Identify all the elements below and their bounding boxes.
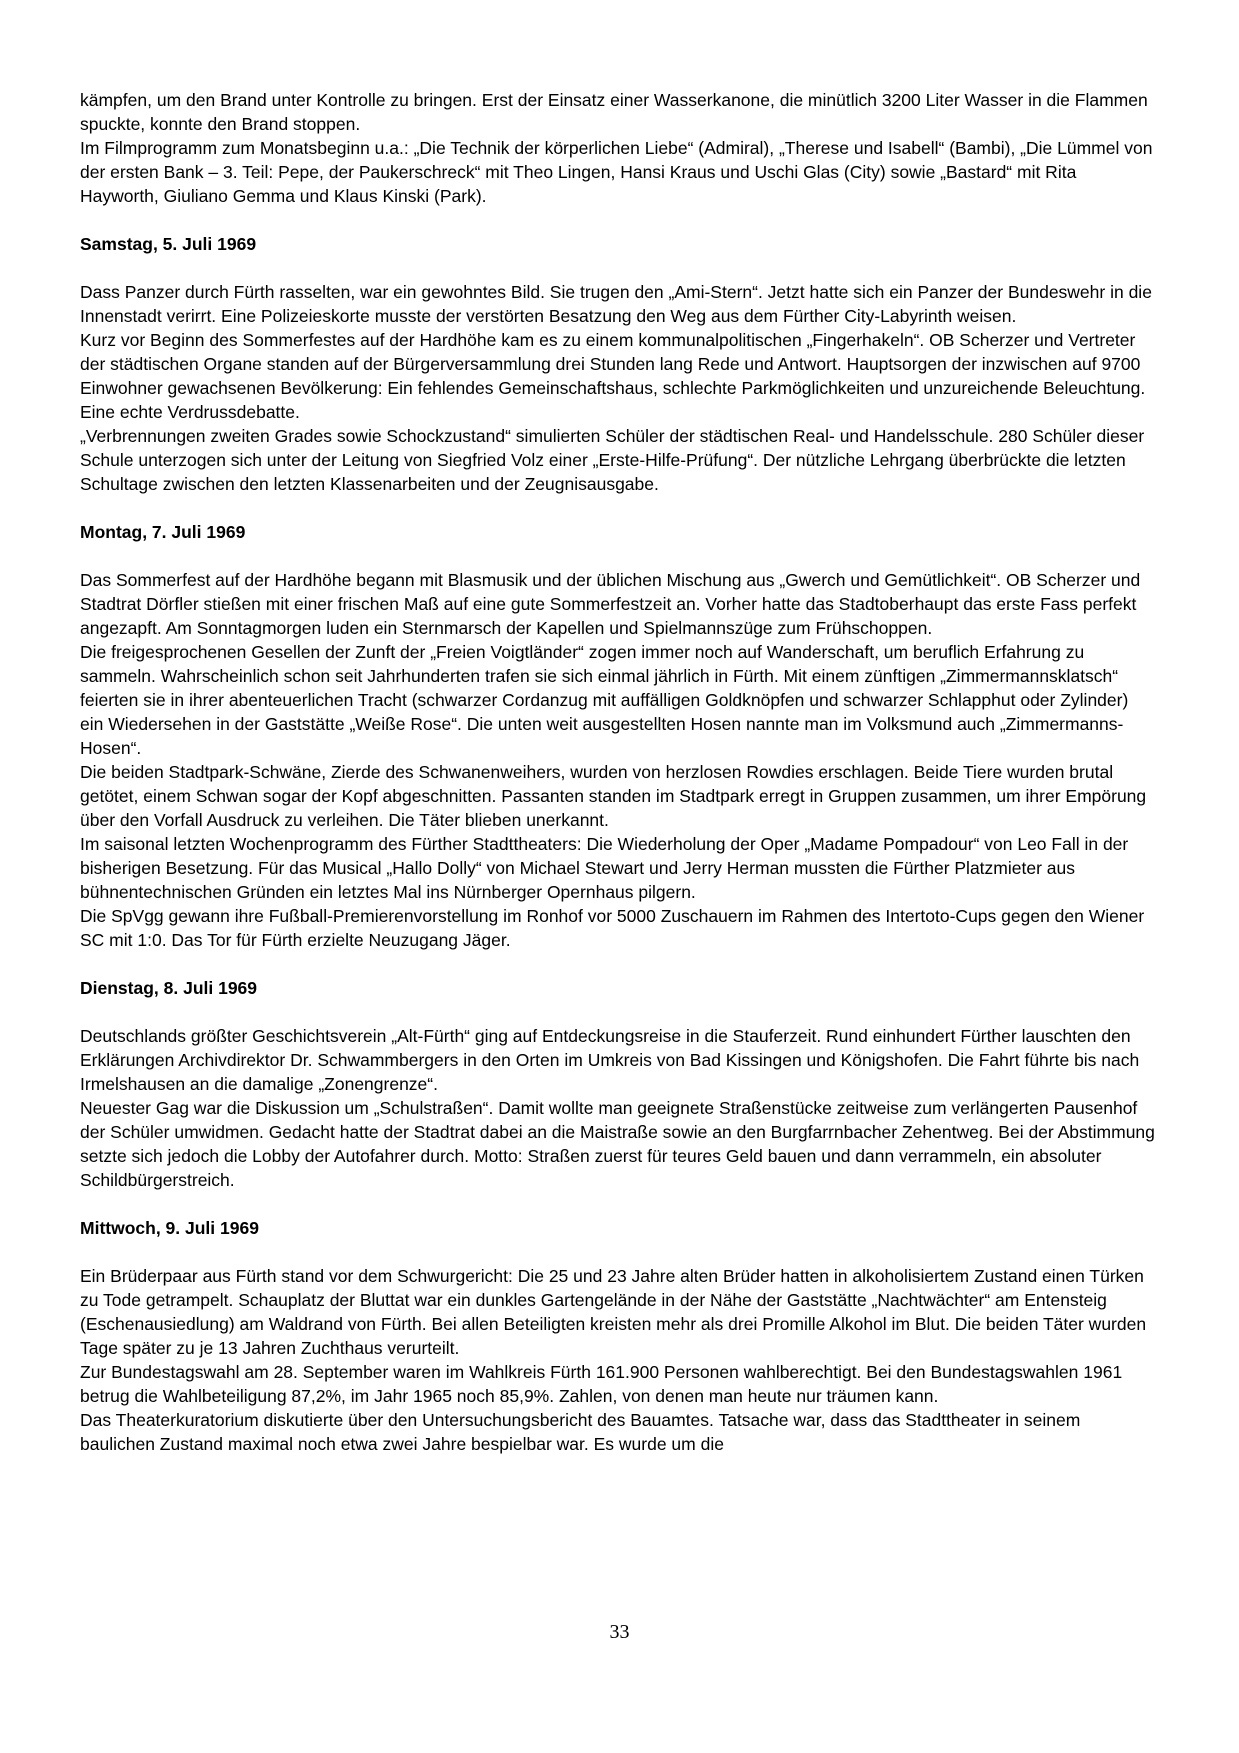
paragraph: Das Sommerfest auf der Hardhöhe begann mit Blasmusik und der üblichen Mischung aus „Gwerch und Gemütlichkeit“. OB Scherzer und Stadtrat Dörfler stießen mit einer frischen Maß auf eine gute Sommerfestzeit an. Vorher hatte das Stadtoberhaupt das erste Fass perfekt angezapft. Am Sonntagmorgen luden ein Sternmarsch der Kapellen und Spielmannszüge zum Frühschoppen.: [80, 570, 1141, 638]
paragraph: Neuester Gag war die Diskussion um „Schulstraßen“. Damit wollte man geeignete Straßenstücke zeitweise zum verlängerten Pausenhof der Schüler umwidmen. Gedacht hatte der Stadtrat dabei an die Maistraße sowie an den Burgfarrnbacher Zehentweg. Bei der Abstimmung setzte sich jedoch die Lobby der Autofahrer durch. Motto: Straßen zuerst für teures Geld bauen und dann verrammeln, ein absoluter Schildbürgerstreich.: [80, 1098, 1155, 1190]
paragraph: Deutschlands größter Geschichtsverein „Alt-Fürth“ ging auf Entdeckungsreise in die Stauferzeit. Rund einhundert Fürther lauschten den Erklärungen Archivdirektor Dr. Schwammbergers in den Orten im Umkreis von Bad Kissingen und Königshofen. Die Fahrt führte bis nach Irmelshausen an die damalige „Zonengrenze“.: [80, 1026, 1140, 1094]
date-heading: Dienstag, 8. Juli 1969: [80, 978, 258, 998]
paragraph: Die freigesprochenen Gesellen der Zunft der „Freien Voigtländer“ zogen immer noch auf Wanderschaft, um beruflich Erfahrung zu sammeln. Wahrscheinlich schon seit Jahrhunderten trafen sie sich einmal jährlich in Fürth. Mit einem zünftigen „Zimmermannsklatsch“ feierten sie in ihrer abenteuerlichen Tracht (schwarzer Cordanzug mit auffälligen Goldknöpfen und schwarzer Schlapphut oder Zylinder) ein Wiedersehen in der Gaststätte „Weiße Rose“. Die unten weit ausgestellten Hosen nannte man im Volksmund auch „Zimmermanns-Hosen“.: [80, 642, 1129, 758]
paragraph: Die beiden Stadtpark-Schwäne, Zierde des Schwanenweihers, wurden von herzlosen Rowdies erschlagen. Beide Tiere wurden brutal getötet, einem Schwan sogar der Kopf abgeschnitten. Passanten standen im Stadtpark erregt in Gruppen zusammen, um ihrer Empörung über den Vorfall Ausdruck zu verleihen. Die Täter blieben unerkannt.: [80, 762, 1147, 830]
paragraph: „Verbrennungen zweiten Grades sowie Schockzustand“ simulierten Schüler der städtischen Real- und Handelsschule. 280 Schüler dieser Schule unterzogen sich unter der Leitung von Siegfried Volz einer „Erste-Hilfe-Prüfung“. Der nützliche Lehrgang überbrückte die letzten Schultage zwischen den letzten Klassenarbeiten und der Zeugnisausgabe.: [80, 426, 1145, 494]
paragraph: Das Theaterkuratorium diskutierte über den Untersuchungsbericht des Bauamtes. Tatsache war, dass das Stadttheater in seinem baulichen Zustand maximal noch etwa zwei Jahre bespielbar war. Es wurde um die: [80, 1410, 1081, 1454]
paragraph: Die SpVgg gewann ihre Fußball-Premierenvorstellung im Ronhof vor 5000 Zuschauern im Rahmen des Intertoto-Cups gegen den Wiener SC mit 1:0. Das Tor für Fürth erzielte Neuzugang Jäger.: [80, 906, 1145, 950]
paragraph: Dass Panzer durch Fürth rasselten, war ein gewohntes Bild. Sie trugen den „Ami-Stern“. Jetzt hatte sich ein Panzer der Bundeswehr in die Innenstadt verirrt. Eine Polizeieskorte musste der verstörten Besatzung den Weg aus dem Fürther City-Labyrinth weisen.: [80, 282, 1152, 326]
paragraph: kämpfen, um den Brand unter Kontrolle zu bringen. Erst der Einsatz einer Wasserkanone, die minütlich 3200 Liter Wasser in die Flammen spuckte, konnte den Brand stoppen.: [80, 90, 1148, 134]
page-number: 33: [609, 1621, 630, 1643]
date-heading: Samstag, 5. Juli 1969: [80, 234, 257, 254]
paragraph: Im Filmprogramm zum Monatsbeginn u.a.: „Die Technik der körperlichen Liebe“ (Admiral), „Therese und Isabell“ (Bambi), „Die Lümmel von der ersten Bank – 3. Teil: Pepe, der Paukerschreck“ mit Theo Lingen, Hansi Kraus und Uschi Glas (City) sowie „Bastard“ mit Rita Hayworth, Giuliano Gemma und Klaus Kinski (Park).: [80, 138, 1153, 206]
document-content: [80, 88, 1156, 1456]
paragraph: Kurz vor Beginn des Sommerfestes auf der Hardhöhe kam es zu einem kommunalpolitischen „Fingerhakeln“. OB Scherzer und Vertreter der städtischen Organe standen auf der Bürgerversammlung drei Stunden lang Rede und Antwort. Hauptsorgen der inzwischen auf 9700 Einwohner gewachsenen Bevölkerung: Ein fehlendes Gemeinschaftshaus, schlechte Parkmöglichkeiten und unzureichende Beleuchtung. Eine echte Verdrussdebatte.: [80, 330, 1146, 422]
date-heading: Montag, 7. Juli 1969: [80, 522, 246, 542]
date-heading: Mittwoch, 9. Juli 1969: [80, 1218, 259, 1238]
paragraph: Ein Brüderpaar aus Fürth stand vor dem Schwurgericht: Die 25 und 23 Jahre alten Brüder hatten in alkoholisiertem Zustand einen Türken zu Tode getrampelt. Schauplatz der Bluttat war ein dunkles Gartengelände in der Nähe der Gaststätte „Nachtwächter“ am Entensteig (Eschenausiedlung) am Waldrand von Fürth. Bei allen Beteiligten kreisten mehr als drei Promille Alkohol im Blut. Die beiden Täter wurden Tage später zu je 13 Jahren Zuchthaus verurteilt.: [80, 1266, 1147, 1358]
paragraph: Zur Bundestagswahl am 28. September waren im Wahlkreis Fürth 161.900 Personen wahlberechtigt. Bei den Bundestagswahlen 1961 betrug die Wahlbeteiligung 87,2%, im Jahr 1965 noch 85,9%. Zahlen, von denen man heute nur träumen kann.: [80, 1362, 1123, 1406]
paragraph: Im saisonal letzten Wochenprogramm des Fürther Stadttheaters: Die Wiederholung der Oper „Madame Pompadour“ von Leo Fall in der bisherigen Besetzung. Für das Musical „Hallo Dolly“ von Michael Stewart und Jerry Herman mussten die Fürther Platzmieter aus bühnentechnischen Gründen ein letztes Mal ins Nürnberger Opernhaus pilgern.: [80, 834, 1129, 902]
